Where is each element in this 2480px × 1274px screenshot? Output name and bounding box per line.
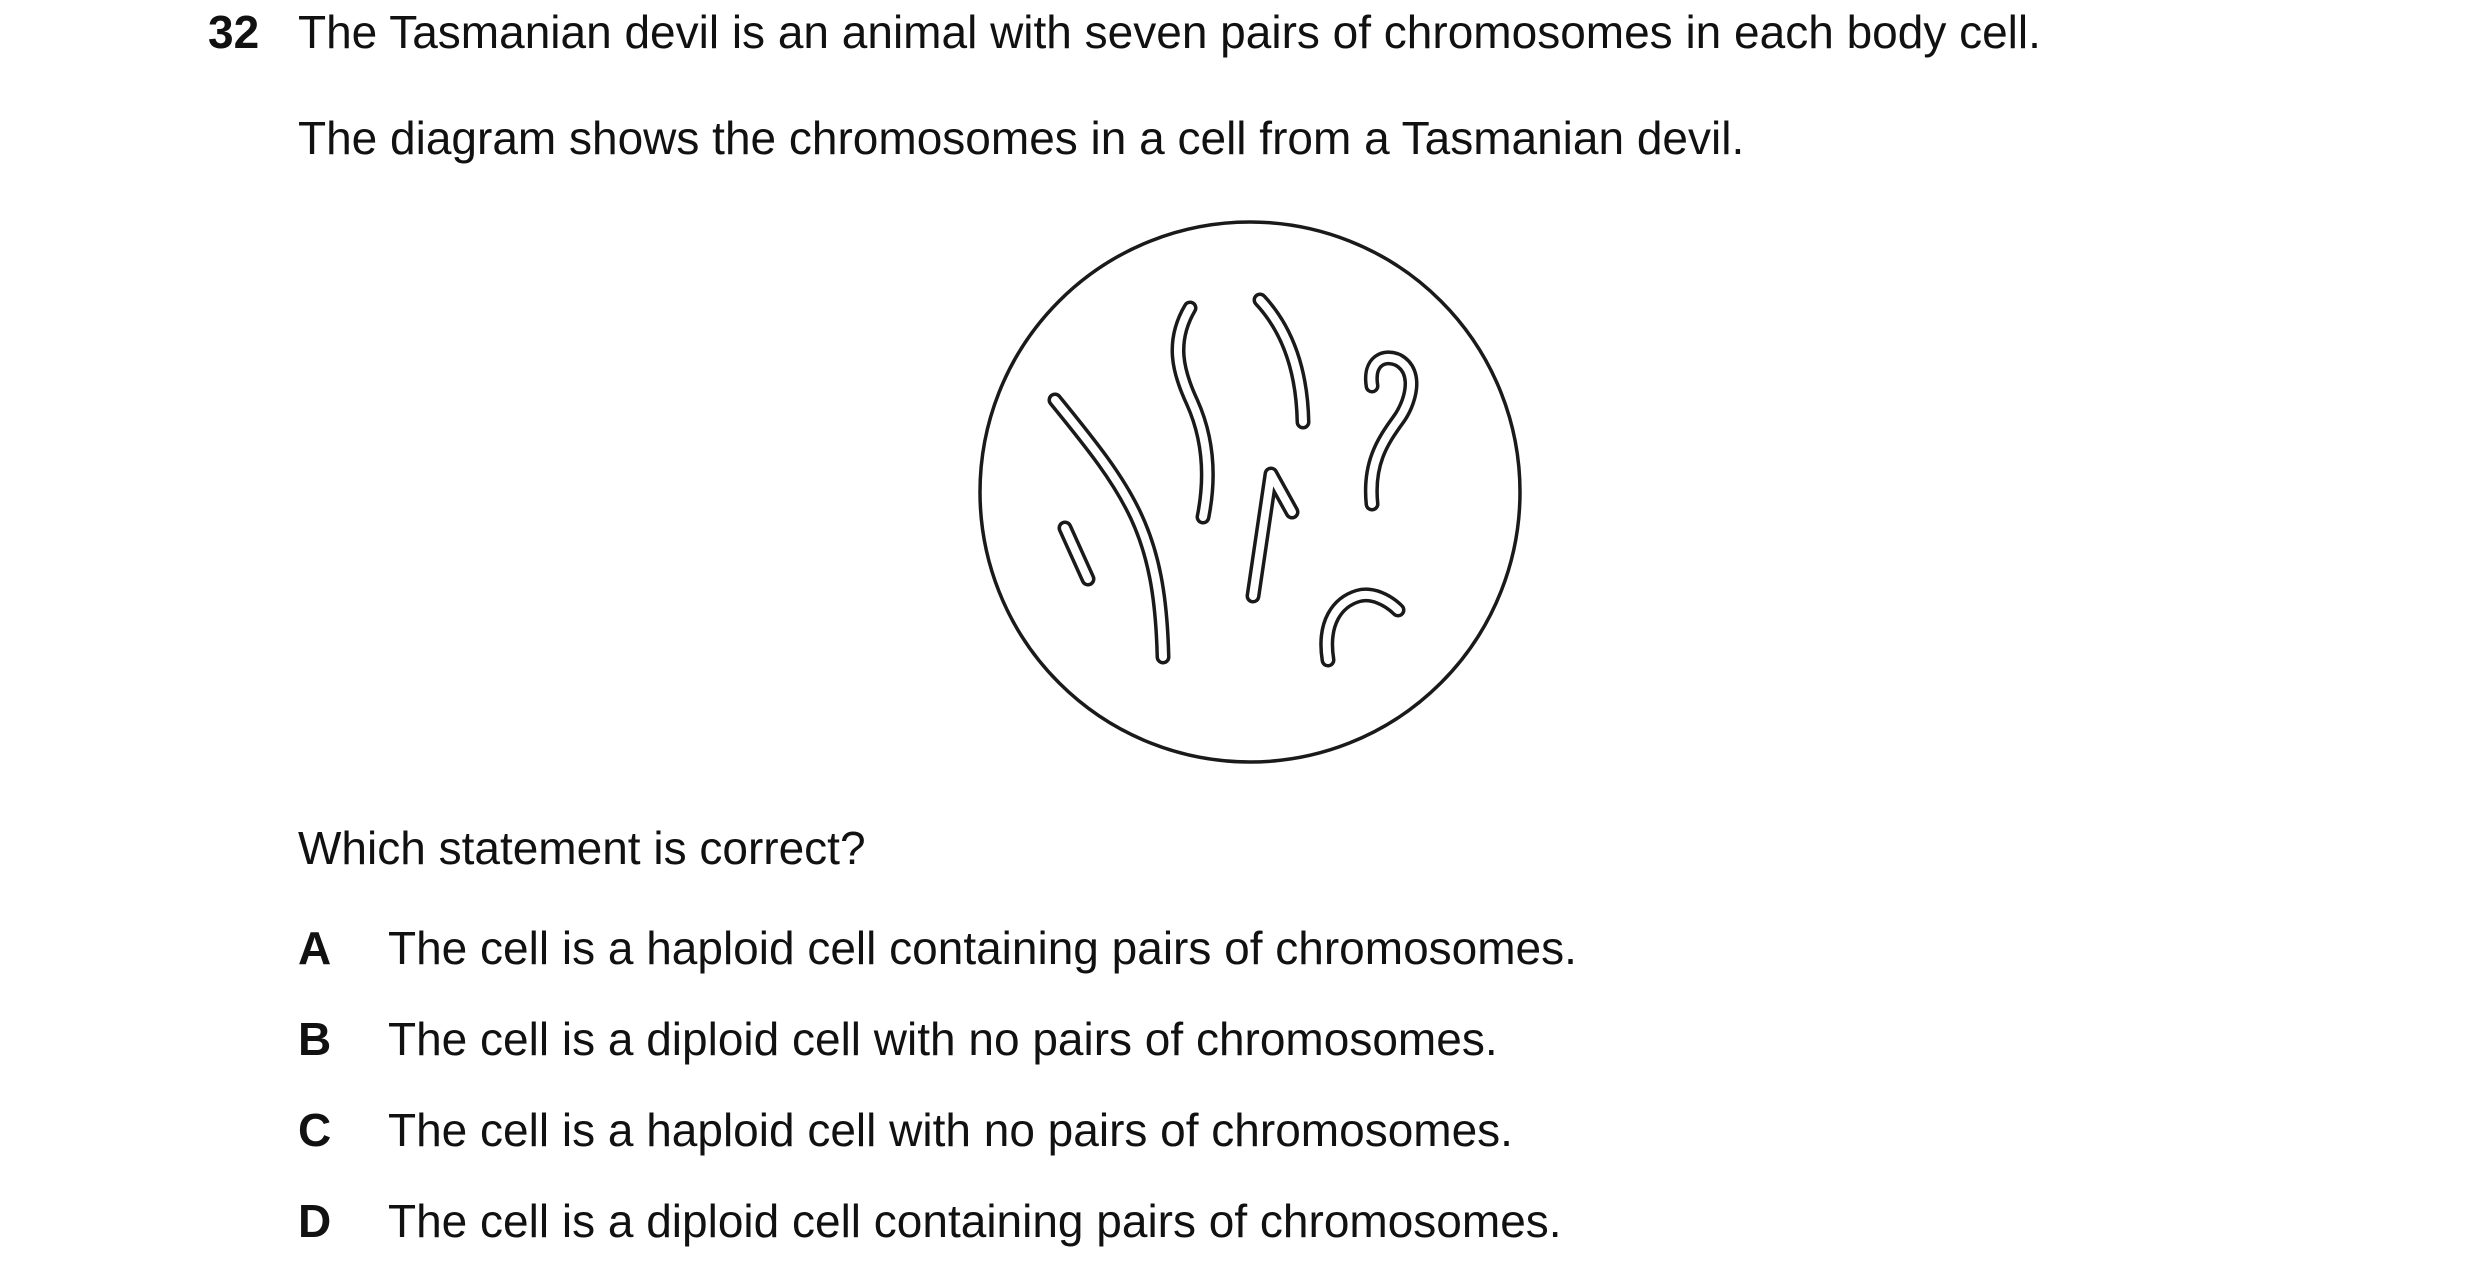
option-d-text: The cell is a diploid cell containing pairs of chromosomes. xyxy=(388,1195,1562,1247)
option-c-letter: C xyxy=(298,1104,332,1156)
chromosome-3 xyxy=(1178,308,1207,517)
cell-membrane xyxy=(980,222,1520,762)
chromosomes xyxy=(1055,300,1411,660)
chromosome-7 xyxy=(1327,595,1398,660)
chromosome-5 xyxy=(1371,358,1411,504)
cell-diagram xyxy=(970,212,1530,772)
chromosome-4 xyxy=(1260,300,1303,422)
question-number: 32 xyxy=(208,6,260,58)
option-b-letter: B xyxy=(298,1013,332,1065)
option-a-text: The cell is a haploid cell containing pairs of chromosomes. xyxy=(388,922,1577,974)
option-d-letter: D xyxy=(298,1195,332,1247)
option-c-text: The cell is a haploid cell with no pairs of chromosomes. xyxy=(388,1104,1513,1156)
question-prompt: Which statement is correct? xyxy=(298,822,866,874)
option-a-letter: A xyxy=(298,922,332,974)
option-b-text: The cell is a diploid cell with no pairs of chromosomes. xyxy=(388,1013,1498,1065)
chromosome-6 xyxy=(1253,474,1292,596)
question-stem-line-1: The Tasmanian devil is an animal with seven pairs of chromosomes in each body cell. xyxy=(298,6,2041,58)
chromosome-2 xyxy=(1065,528,1088,579)
question-stem-line-2: The diagram shows the chromosomes in a cell from a Tasmanian devil. xyxy=(298,112,1745,164)
